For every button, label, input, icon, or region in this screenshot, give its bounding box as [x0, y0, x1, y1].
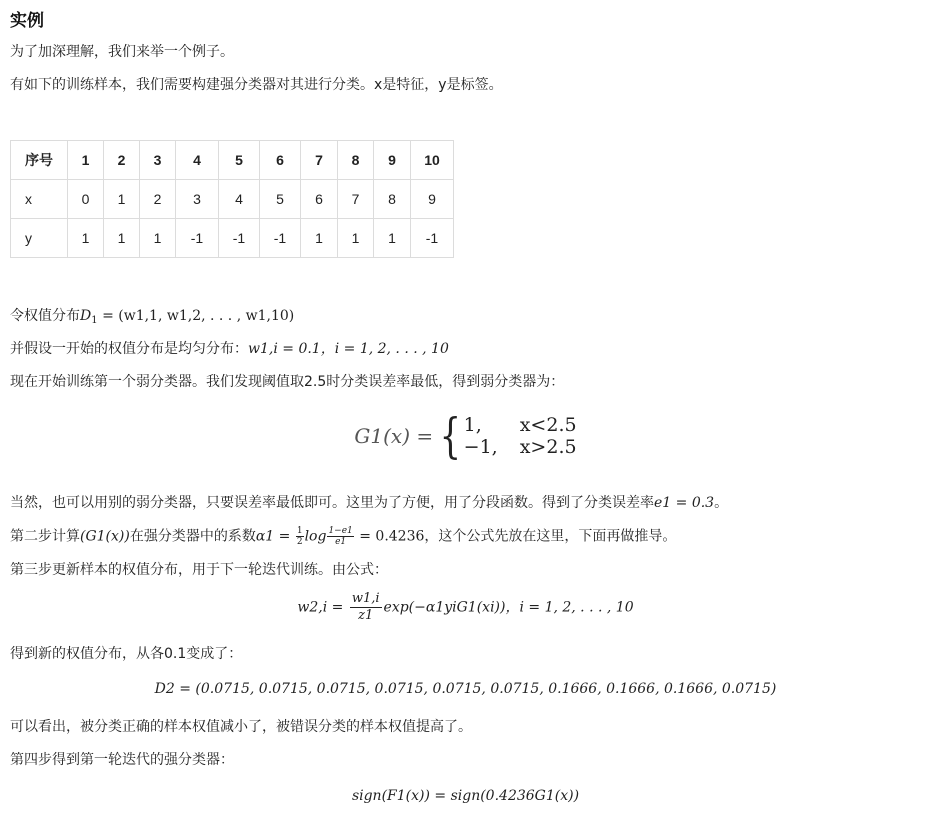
table-cell: 9	[411, 180, 454, 219]
step2-text-c: ，这个公式先放在这里，下面再做推导。	[424, 528, 677, 545]
table-cell: x	[11, 180, 68, 219]
table-header-cell: 8	[338, 141, 374, 180]
step2-paragraph	[10, 526, 676, 547]
weights-paragraph: 令权值分布$D_1 = (w1,1$, w1,2, . . . , w1,10)	[10, 308, 295, 326]
table-header-cell: 9	[374, 141, 411, 180]
table-cell: -1	[176, 219, 219, 258]
table-cell: 2	[140, 180, 176, 219]
log-denominator: e1	[335, 537, 347, 547]
uniform-text: 并假设一开始的权值分布是均匀分布：	[10, 341, 248, 357]
table-header-cell: 10	[411, 141, 454, 180]
intro-paragraph-1: 为了加深理解，我们来举一个例子。	[10, 44, 234, 60]
uniform-formula: w1,i = 0.1，i = 1, 2, . . . , 10	[248, 341, 449, 357]
table-header-row	[11, 141, 454, 180]
table-header-cell: 3	[140, 141, 176, 180]
half-numerator: 1	[296, 526, 303, 536]
intro-paragraph-2: 有如下的训练样本，我们需要构建强分类器对其进行分类。x是特征，y是标签。	[10, 77, 503, 93]
weights-text: 令权值分布	[10, 308, 80, 324]
table-cell: -1	[411, 219, 454, 258]
g1-case1-value: 1,	[463, 414, 482, 436]
table-cell: 1	[68, 219, 104, 258]
table-row	[11, 219, 454, 258]
log-numerator: 1−e1	[328, 526, 353, 536]
g1-case1-condition: x<2.5	[519, 414, 577, 436]
table-header-cell: 2	[104, 141, 140, 180]
table-cell: 5	[260, 180, 301, 219]
table-cell: y	[11, 219, 68, 258]
step2-alpha: α1 =	[255, 528, 291, 545]
table-cell: 1	[104, 180, 140, 219]
also-text: 当然，也可以用别的弱分类器，只要误差率最低即可。这里为了方便，用了分段函数。得到了分类误差率	[10, 495, 654, 511]
also-formula: e1 = 0.3	[654, 495, 715, 511]
weights-formula-rest: = (w1,1, w1,2, . . . , w1,10)	[102, 308, 295, 324]
table-header-cell: 序号	[11, 141, 68, 180]
also-paragraph	[10, 493, 728, 513]
uniform-paragraph	[10, 339, 449, 359]
table-cell: 0	[68, 180, 104, 219]
table-cell: 8	[374, 180, 411, 219]
sample-table	[10, 140, 454, 258]
g1-formula	[0, 408, 931, 464]
table-header-cell: 1	[68, 141, 104, 180]
table-header-cell: 7	[301, 141, 338, 180]
table-cell: 1	[338, 219, 374, 258]
table-cell: 4	[219, 180, 260, 219]
table-cell: 3	[176, 180, 219, 219]
observation-paragraph: 可以看出，被分类正确的样本权值减小了，被错误分类的样本权值提高了。	[10, 719, 472, 735]
table-cell: 1	[140, 219, 176, 258]
step2-g1: (G1(x))	[80, 528, 130, 545]
step2-text-b: 在强分类器中的系数	[129, 528, 256, 545]
d2-formula: D2 = (0.0715, 0.0715, 0.0715, 0.0715, 0.0715, 0.0715, 0.1666, 0.1666, 0.1666, 0.0715)	[154, 681, 777, 697]
section-heading: 实例	[10, 11, 44, 31]
table-header-cell: 4	[176, 141, 219, 180]
step2-log: log	[304, 528, 327, 545]
table-cell: -1	[219, 219, 260, 258]
weights-formula: D	[80, 308, 92, 324]
table-header-cell: 6	[260, 141, 301, 180]
table-cell: 1	[301, 219, 338, 258]
also-tail: 。	[714, 495, 729, 511]
step2-result: = 0.4236	[359, 528, 425, 545]
table-cell: 1	[104, 219, 140, 258]
g1-lhs: G1(x) =	[354, 424, 434, 448]
table-cell: 6	[301, 180, 338, 219]
w2-denominator: z1	[358, 608, 374, 623]
new-weights-paragraph: 得到新的权值分布，从各0.1变成了：	[10, 646, 243, 662]
step4-paragraph: 第四步得到第一轮迭代的强分类器：	[10, 752, 234, 768]
table-cell: 1	[374, 219, 411, 258]
g1-case2-condition: x>2.5	[519, 436, 577, 458]
w2-rest: exp(−α1yiG1(xi))，i = 1, 2, . . . , 10	[383, 599, 634, 616]
table-row	[11, 180, 454, 219]
step2-text-a: 第二步计算	[10, 528, 80, 545]
half-denominator: 2	[296, 537, 303, 547]
table-header-cell: 5	[219, 141, 260, 180]
step3-paragraph: 第三步更新样本的权值分布，用于下一轮迭代训练。由公式：	[10, 562, 388, 578]
first-classifier-paragraph: 现在开始训练第一个弱分类器。我们发现阈值取2.5时分类误差率最低，得到弱分类器为：	[10, 374, 565, 390]
w2-numerator: w1,i	[351, 591, 380, 606]
final-formula: sign(F1(x)) = sign(0.4236G1(x))	[351, 788, 580, 804]
w2-formula	[0, 591, 931, 624]
w2-lhs: w2,i =	[297, 599, 344, 616]
table-cell: 7	[338, 180, 374, 219]
brace-icon: {	[439, 408, 462, 464]
g1-case2-value: −1,	[463, 436, 498, 458]
table-cell: -1	[260, 219, 301, 258]
